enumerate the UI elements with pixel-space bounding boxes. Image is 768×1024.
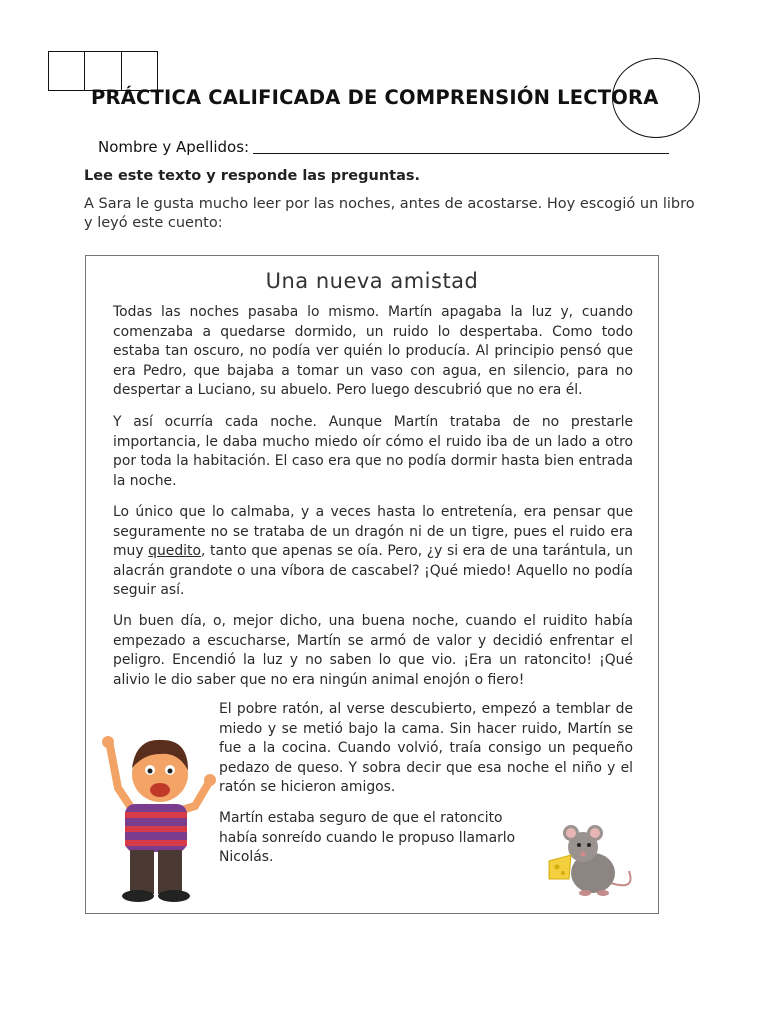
story-text: Lo único que lo calmaba, y a veces hasta lo entretenía, era pensar que seguramente no se trataba de un dragón ni de un tigre, pues el ruido era muy (113, 504, 633, 560)
mouse-with-cheese-illustration (541, 821, 641, 901)
intro-text: A Sara le gusta mucho leer por las noches, antes de acostarse. Hoy escogió un libro y leyó este cuento: (84, 196, 695, 231)
name-label: Nombre y Apellidos: (98, 138, 250, 156)
grade-box (85, 52, 121, 90)
grade-boxes (48, 51, 158, 91)
story-paragraph (113, 503, 633, 601)
story-box (85, 255, 659, 914)
grade-box (49, 52, 85, 90)
underlined-word: quedito (148, 543, 201, 560)
page-title: PRÁCTICA CALIFICADA DE COMPRENSIÓN LECTORA (91, 86, 659, 109)
story-paragraph: Un buen día, o, mejor dicho, una buena noche, cuando el ruidito había empezado a escucharse, Martín se armó de valor y decidió enfrentar el peligro. Encendió la luz y no saben lo que vio. ¡Era un ratoncito! ¡Qué alivio le dio saber que no era ningún animal enojón o fiero! (113, 613, 633, 688)
story-paragraph: El pobre ratón, al verse descubierto, empezó a temblar de miedo y se metió bajo la cama. Sin hacer ruido, Martín se fue a la cocina. Cuando volvió, traía consigo un pequeño pedazo de queso. Y sobra decir que esa noche el niño y el ratón se hicieron amigos. (219, 701, 633, 796)
story-title: Una nueva amistad (265, 269, 479, 293)
boy-illustration (90, 726, 220, 906)
story-text: , tanto que apenas se oía. Pero, ¿y si era de una tarántula, un alacrán grandote o una víbora de cascabel? ¡Qué miedo! Aquello no podía seguir así. (113, 543, 633, 599)
name-blank-line (253, 153, 669, 154)
name-field (98, 138, 669, 156)
story-paragraph: Y así ocurría cada noche. Aunque Martín trataba de no prestarle importancia, le daba mucho miedo oír cómo el ruido iba de un lado a otro por toda la habitación. El caso era que no podía dormir hasta bien entrada la noche. (113, 414, 633, 489)
grade-box (122, 52, 157, 90)
instructions: Lee este texto y responde las preguntas. (84, 168, 421, 184)
story-paragraph: Todas las noches pasaba lo mismo. Martín apagaba la luz y, cuando comenzaba a quedarse dormido, un ruido lo despertaba. Como todo estaba tan oscuro, no podía ver quién lo producía. Al principio pensó que era Pedro, que bajaba a tomar un vaso con agua, en silencio, para no despertar a Luciano, su abuelo. Pero luego descubrió que no era él. (113, 304, 633, 399)
story-paragraph: Martín estaba seguro de que el ratoncito había sonreído cuando le propuso llamarlo Nicolás. (219, 810, 516, 866)
